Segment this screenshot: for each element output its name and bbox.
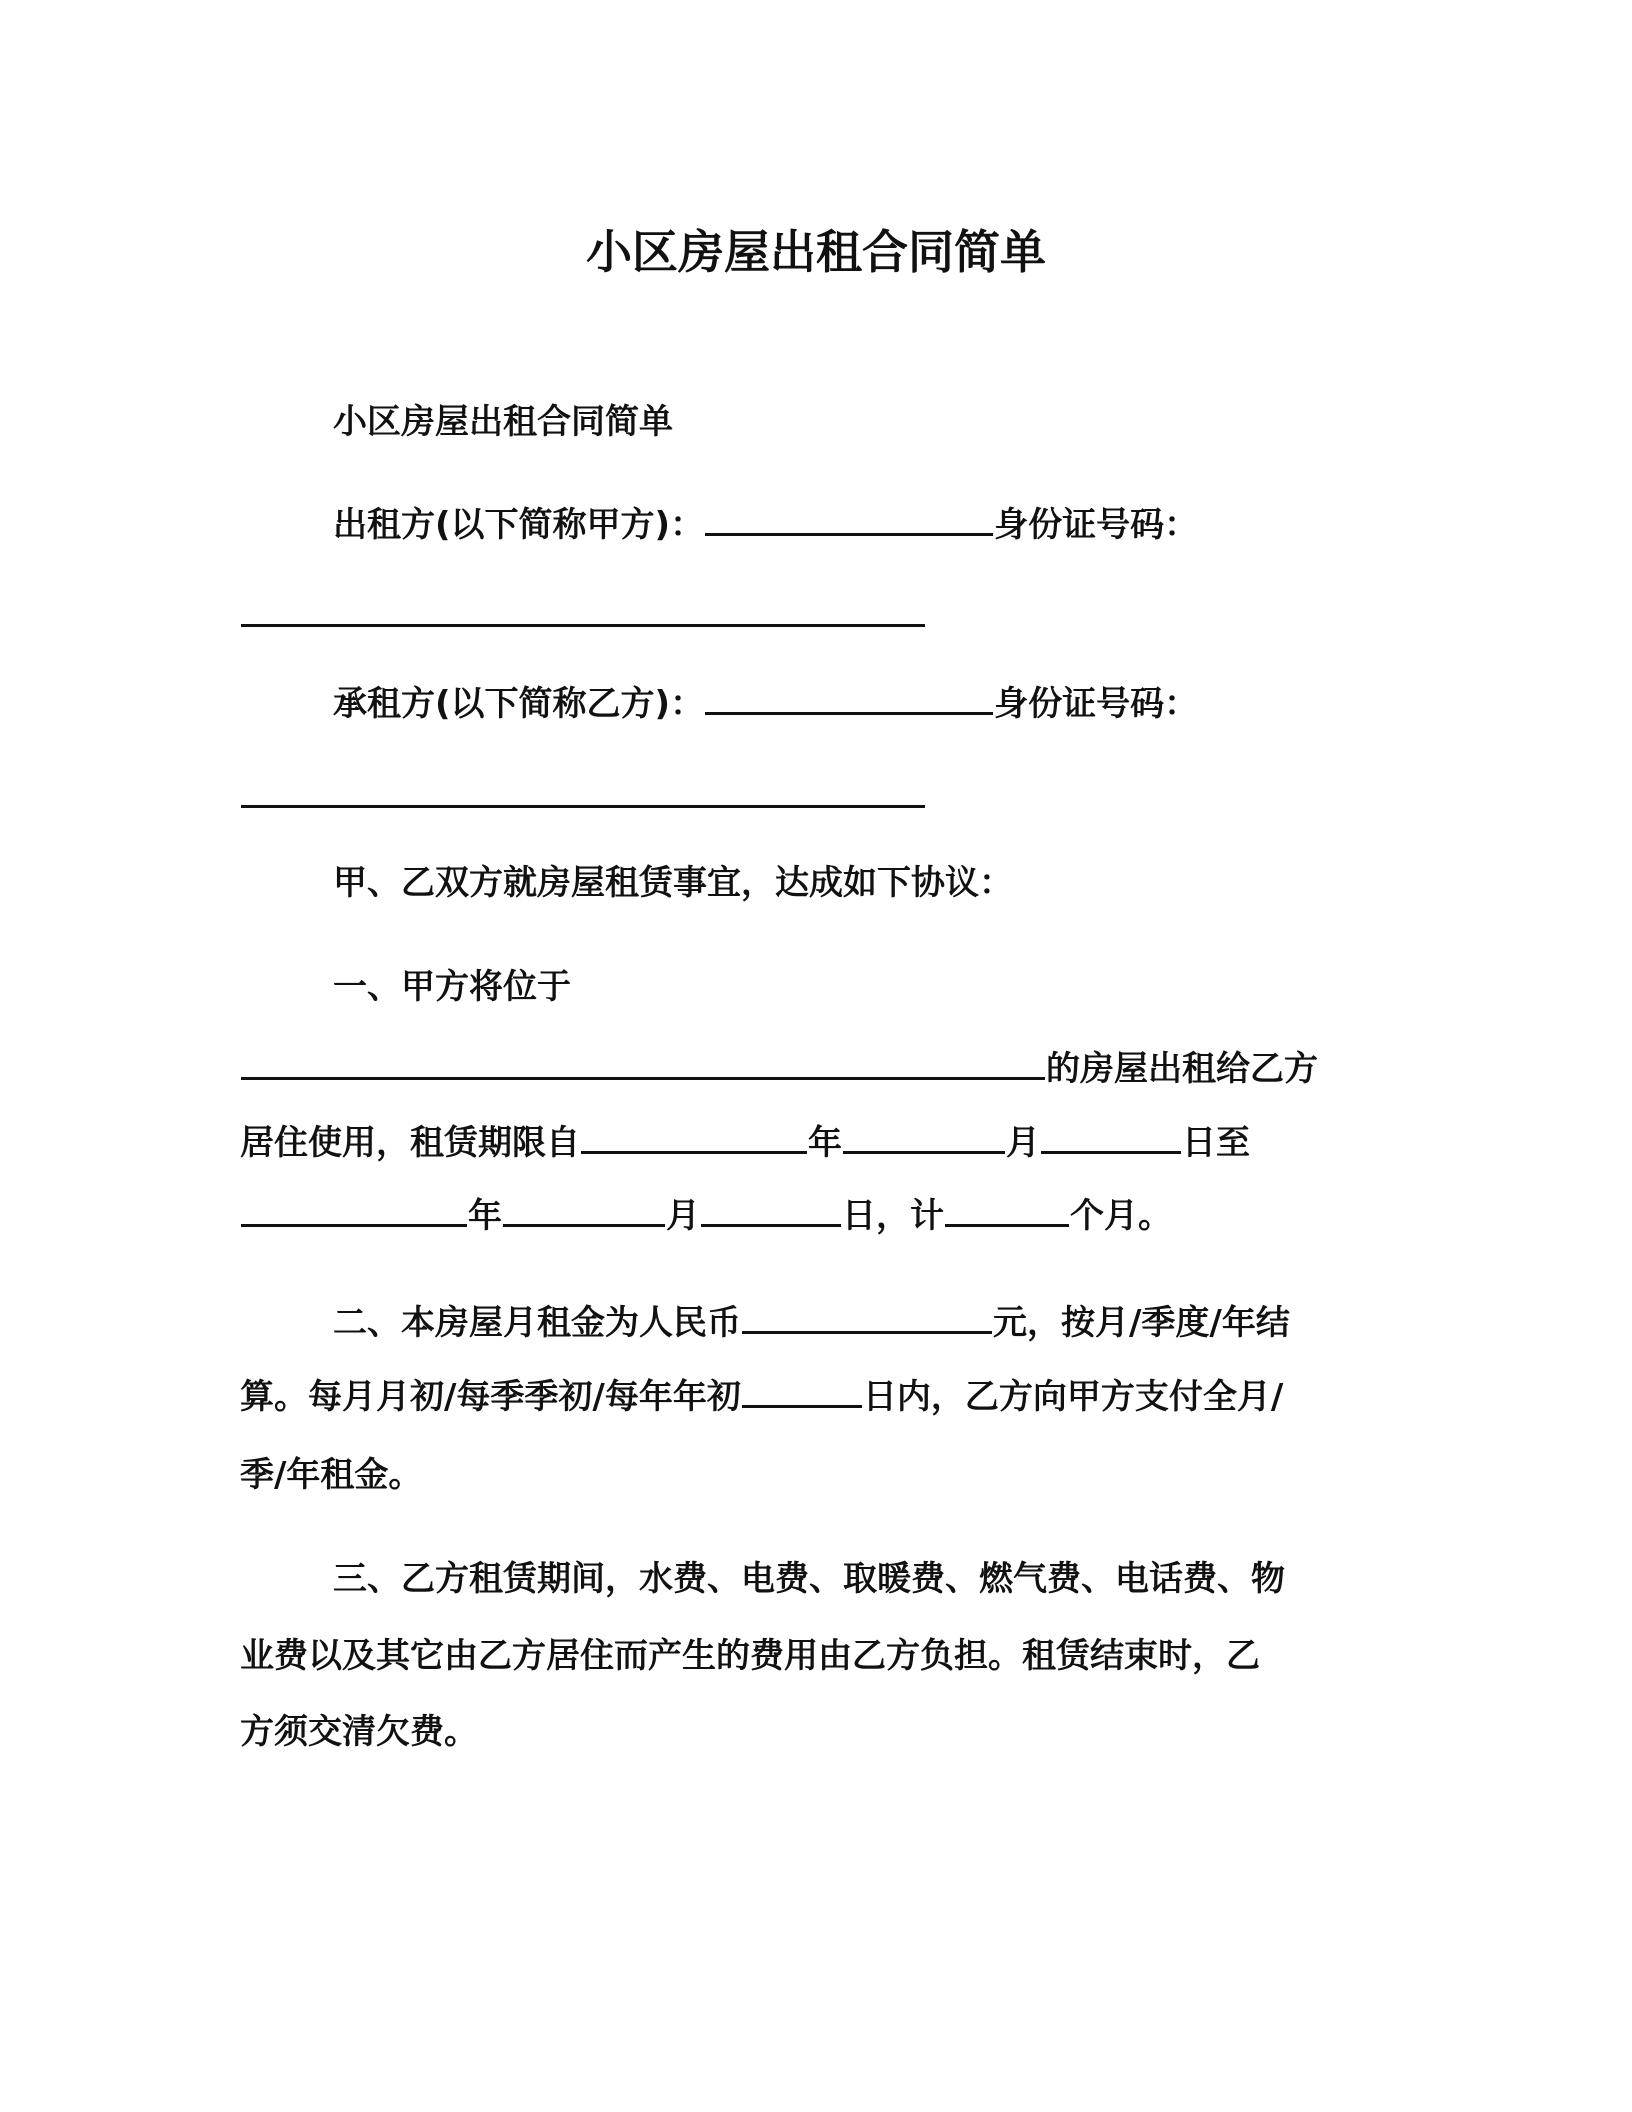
- clause-3-line-2: 业费以及其它由乙方居住而产生的费用由乙方负担。租赁结束时，乙: [240, 1636, 1260, 1676]
- lessor-name-blank[interactable]: [705, 503, 993, 536]
- end-day-blank[interactable]: [701, 1194, 841, 1227]
- clause-2-line-2: [240, 1375, 1283, 1419]
- start-month-blank[interactable]: [843, 1121, 1005, 1154]
- lessee-line: [333, 682, 1198, 726]
- months-count-blank[interactable]: [945, 1194, 1069, 1227]
- lessee-id-line: [240, 775, 926, 819]
- lessor-line: [333, 503, 1198, 547]
- clause-2-text: 日内，乙方向甲方支付全月/: [862, 1377, 1284, 1417]
- document-title: 小区房屋出租合同简单: [586, 225, 1046, 279]
- day-to-label: 日至: [1182, 1123, 1250, 1163]
- lessee-id-label: 身份证号码：: [994, 684, 1199, 724]
- clause-3-line-1: 三、乙方租赁期间，水费、电费、取暖费、燃气费、电话费、物: [333, 1559, 1285, 1599]
- lessor-id-label: 身份证号码：: [994, 505, 1199, 545]
- lessee-name-blank[interactable]: [705, 682, 993, 715]
- clause-1-line-1: [240, 1047, 1318, 1091]
- payment-days-blank[interactable]: [742, 1375, 862, 1408]
- clause-1-head: 一、甲方将位于: [333, 967, 571, 1007]
- clause-3-line-3: 方须交清欠费。: [240, 1712, 478, 1752]
- property-address-blank[interactable]: [241, 1047, 1045, 1080]
- start-year-blank[interactable]: [581, 1121, 807, 1154]
- month-label: 月: [1006, 1123, 1040, 1163]
- clause-2-text: 算。每月月初/每季季初/每年年初: [240, 1377, 741, 1417]
- clause-2-line-3: 季/年租金。: [240, 1455, 423, 1495]
- lessee-id-blank[interactable]: [241, 775, 925, 808]
- clause-1-line-2: [240, 1121, 1250, 1165]
- start-day-blank[interactable]: [1041, 1121, 1181, 1154]
- clause-1-text: 居住使用，租赁期限自: [240, 1123, 580, 1163]
- year-label: 年: [808, 1123, 842, 1163]
- day-count-label: 日，计: [842, 1196, 944, 1236]
- lessee-label: 承租方(以下简称乙方)：: [333, 684, 705, 724]
- lessor-label: 出租方(以下简称甲方)：: [333, 505, 705, 545]
- end-month-blank[interactable]: [503, 1194, 665, 1227]
- lessor-id-blank[interactable]: [241, 594, 925, 627]
- document-subtitle: 小区房屋出租合同简单: [333, 402, 673, 442]
- year-label: 年: [468, 1196, 502, 1236]
- agreement-intro: 甲、乙双方就房屋租赁事宜，达成如下协议：: [333, 863, 1013, 903]
- clause-2-text: 二、本房屋月租金为人民币: [333, 1303, 741, 1343]
- clause-2-line-1: [333, 1301, 1290, 1345]
- months-label: 个月。: [1070, 1196, 1172, 1236]
- month-label: 月: [666, 1196, 700, 1236]
- clause-1-line-3: [240, 1194, 1172, 1238]
- clause-2-text: 元，按月/季度/年结: [993, 1303, 1290, 1343]
- monthly-rent-blank[interactable]: [742, 1301, 992, 1334]
- clause-1-text: 的房屋出租给乙方: [1046, 1049, 1318, 1089]
- end-year-blank[interactable]: [241, 1194, 467, 1227]
- lessor-id-line: [240, 594, 926, 638]
